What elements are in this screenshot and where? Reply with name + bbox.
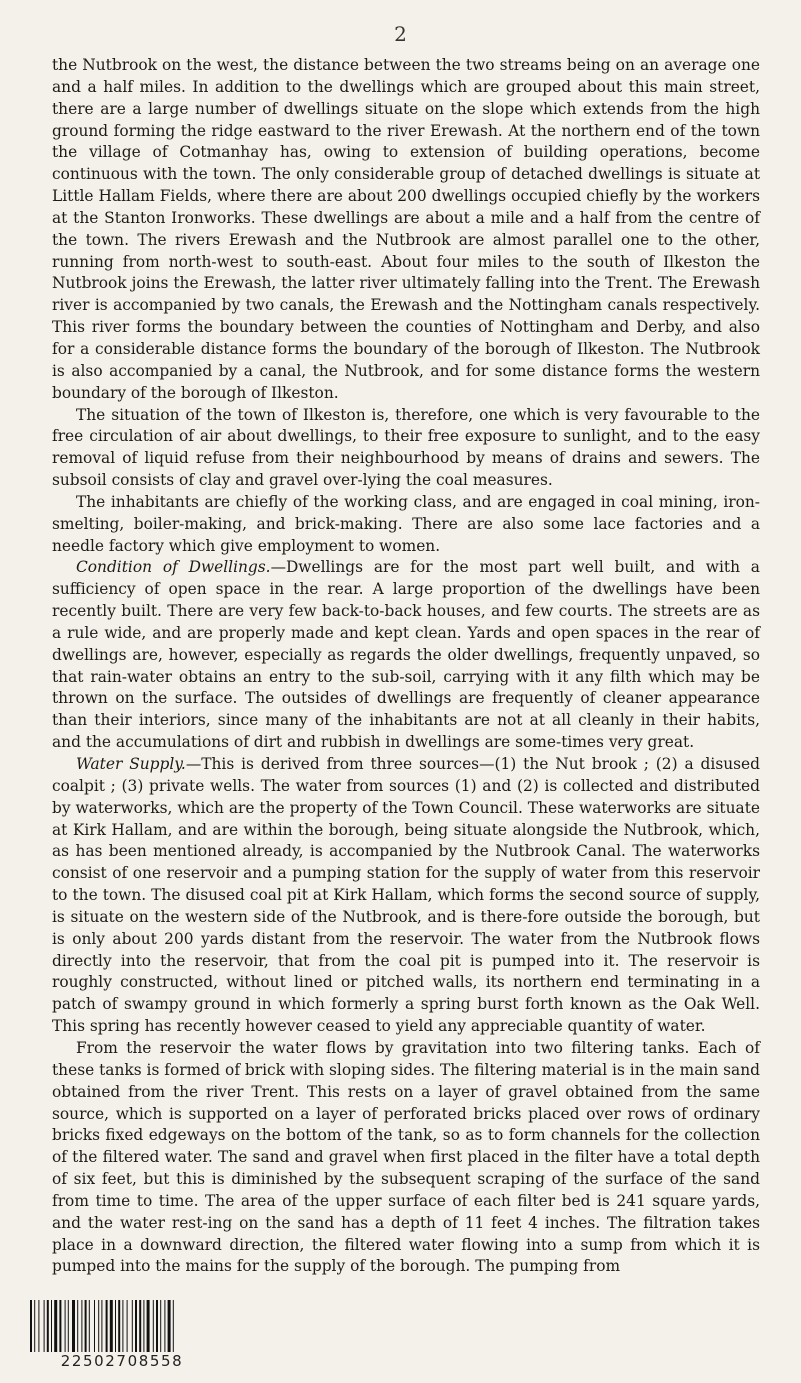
body-text	[52, 55, 760, 1278]
barcode-bars	[28, 1300, 216, 1352]
paragraph-filtering: From the reservoir the water flows by gravitation into two filtering tanks. Each of these tanks is formed of brick with sloping sides. The filtering material is in the main sand obtained from the river Trent. This rests on a layer of gravel obtained from the same source, which is supported on a layer of perforated bricks placed over rows of ordinary bricks fixed edgeways on the bottom of the tank, so as to form channels for the collection of the filtered water. The sand and gravel when first placed in the filter have a total depth of six feet, but this is diminished by the subsequent scraping of the surface of the sand from time to time. The area of the upper surface of each filter bed is 241 square yards, and the water rest-ing on the sand has a depth of 11 feet 4 inches. The filtration takes place in a downward direction, the filtered water flowing into a sump from which it is pumped into the mains for the supply of the borough. The pumping from	[52, 1038, 760, 1276]
paragraph-condition-of-dwellings	[52, 557, 760, 754]
paragraph-inhabitants: The inhabitants are chiefly of the working class, and are engaged in coal mining, iron-smelting, boiler-making, and brick-making. There are also some lace factories and a needle factory which give employment to women.	[52, 492, 760, 555]
heading-water-supply: Water Supply.	[76, 755, 186, 773]
text-water-supply: —This is derived from three sources—(1) the Nut brook ; (2) a disused coalpit ; (3) private wells. The water from sources (1) and (2) is collected and distributed by waterworks, which are the property of the Town Council. These waterworks are situate at Kirk Hallam, and are within the borough, being situate alongside the Nutbrook, which, as has been mentioned already, is accompanied by the Nutbrook Canal. The waterworks consist of one reservoir and a pumping station for the supply of water from this reservoir to the town. The disused coal pit at Kirk Hallam, which forms the second source of supply, is situate on the western side of the Nutbrook, and is there-fore outside the borough, but is only about 200 yards distant from the reservoir. The water from the Nutbrook flows directly into the reservoir, that from the coal pit is pumped into it. The reservoir is roughly constructed, without lined or pitched walls, its northern end terminating in a patch of swampy ground in which formerly a spring burst forth known as the Oak Well. This spring has recently however ceased to yield any appreciable quantity of water.	[52, 755, 761, 1036]
text-condition-of-dwellings: —Dwellings are for the most part well built, and with a sufficiency of open space in the rear. A large proportion of the dwellings have been recently built. There are very few back-to-back houses, and few courts. The streets are as a rule wide, and are properly made and kept clean. Yards and open spaces in the rear of dwellings are, however, especially as regards the older dwellings, frequently unpaved, so that rain-water obtains an entry to the sub-soil, carrying with it any filth which may be thrown on the surface. The outsides of dwellings are frequently of cleaner appearance than their interiors, since many of the inhabitants are not at all cleanly in their habits, and the accumulations of dirt and rubbish in dwellings are some-times very great.	[52, 558, 760, 752]
heading-condition-of-dwellings: Condition of Dwellings.	[76, 558, 271, 577]
barcode	[28, 1300, 216, 1352]
paragraph-situation: The situation of the town of Ilkeston is, therefore, one which is very favourable to the free circulation of air about dwellings, to their free exposure to sunlight, and to the easy removal of liquid refuse from their neighbourhood by means of drains and sewers. The subsoil consists of clay and gravel over-lying the coal measures.	[52, 405, 760, 490]
barcode-number: 22502708558	[60, 1352, 184, 1370]
paragraph-intro-geography: the Nutbrook on the west, the distance between the two streams being on an average one and a half miles. In addition to the dwellings which are grouped about this main street, there are a large number of dwellings situate on the slope which extends from the high ground forming the ridge eastward to the river Erewash. At the northern end of the town the village of Cotmanhay has, owing to extension of building operations, become continuous with the town. The only considerable group of detached dwellings is situate at Little Hallam Fields, where there are about 200 dwellings occupied chiefly by the workers at the Stanton Ironworks. These dwellings are about a mile and a half from the centre of the town. The rivers Erewash and the Nutbrook are almost parallel one to the other, running from north-west to south-east. About four miles to the south of Ilkeston the Nutbrook joins the Erewash, the latter river ultimately falling into the Trent. The Erewash river is accompanied by two canals, the Erewash and the Nottingham canals respectively. This river forms the boundary between the counties of Nottingham and Derby, and also for a considerable distance forms the boundary of the borough of Ilkeston. The Nutbrook is also accompanied by a canal, the Nutbrook, and for some distance forms the western boundary of the borough of Ilkeston.	[52, 56, 760, 402]
page-number: 2	[394, 22, 407, 46]
paragraph-water-supply	[52, 754, 760, 1038]
